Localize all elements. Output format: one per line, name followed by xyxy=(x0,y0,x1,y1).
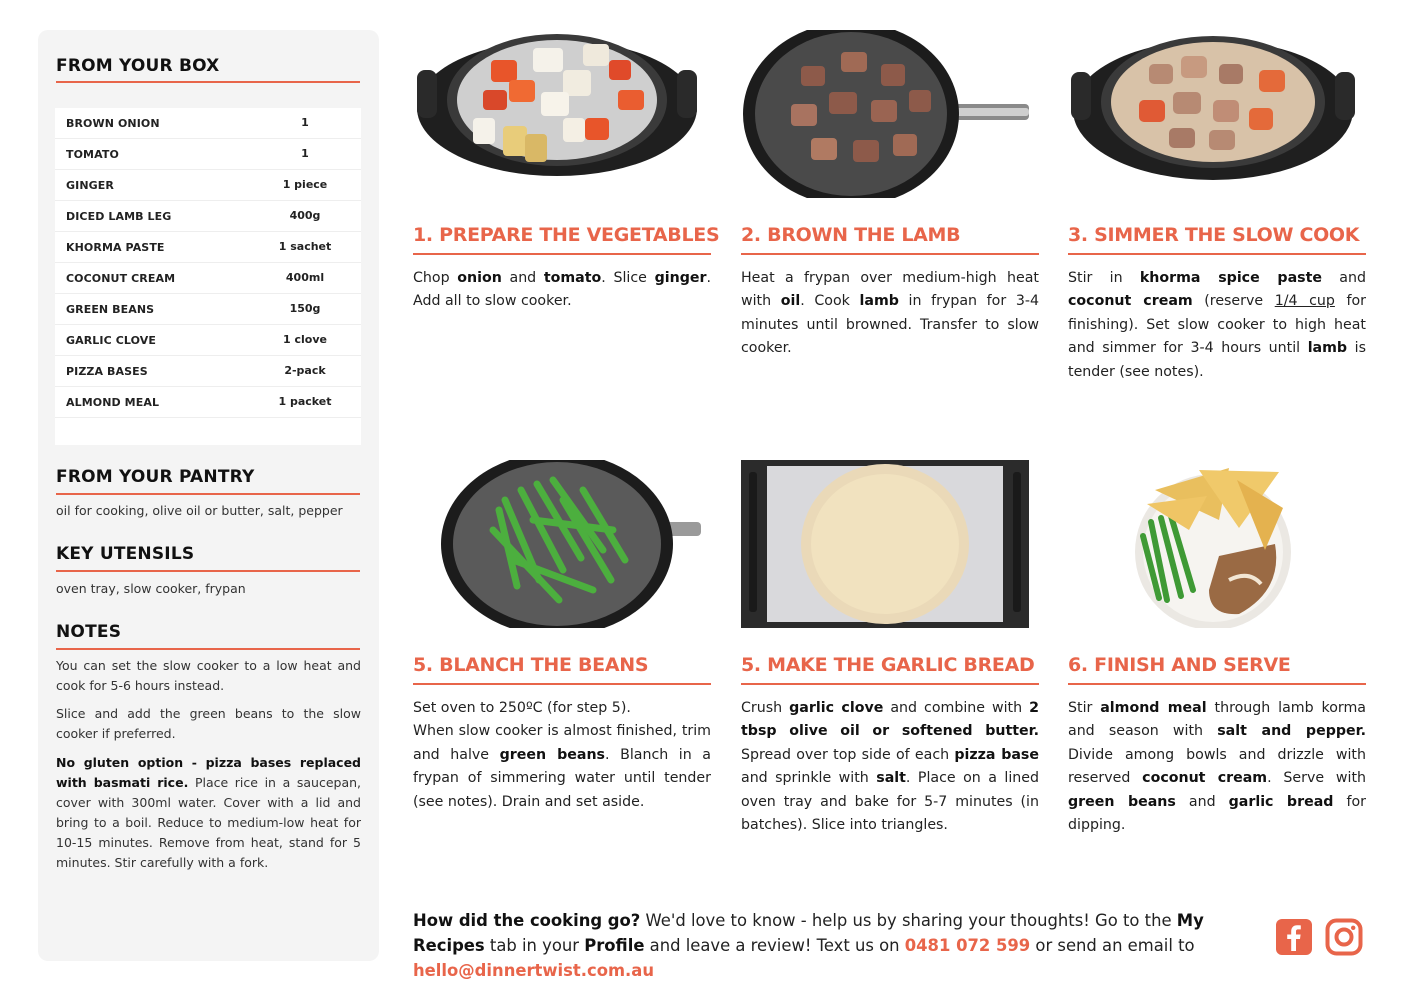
step-text-plain: is tender (see notes). xyxy=(1068,340,1366,380)
ingredient-name: PIZZA BASES xyxy=(66,365,148,378)
step-text-plain: . Blanch in a frypan of simmering water until tender (see notes). Drain and set aside. xyxy=(413,746,711,810)
step-text-plain: Crush xyxy=(741,700,790,716)
ingredient-qty: 400ml xyxy=(285,271,325,284)
step-text-plain: Stir in xyxy=(1068,270,1140,286)
ingredient-qty: 1 xyxy=(301,147,309,160)
ingredient-qty: 1 packet xyxy=(278,395,332,408)
step-2-text xyxy=(741,267,1039,361)
footer-text-4: or send an email to xyxy=(1030,936,1195,955)
step-text-bold: green beans xyxy=(1068,793,1176,810)
finished-dish-photo xyxy=(1069,460,1357,628)
step-2-title: 2. BROWN THE LAMB xyxy=(741,224,961,246)
ingredient-qty: 1 clove xyxy=(283,333,327,346)
box-title-rule xyxy=(56,81,360,83)
step-text-bold: almond meal xyxy=(1100,700,1207,716)
green-beans-frypan-photo xyxy=(413,460,701,628)
email-link[interactable]: hello@dinnertwist.com.au xyxy=(413,961,654,980)
box-ingredients-table xyxy=(55,108,361,445)
step-text-plain: and sprinkle with xyxy=(741,770,877,787)
step-1-text xyxy=(413,267,711,314)
step-text-bold: tomato xyxy=(543,270,602,286)
step-6-title: 6. FINISH AND SERVE xyxy=(1068,654,1291,676)
facebook-icon[interactable] xyxy=(1275,918,1313,956)
step-5-title: 5. MAKE THE GARLIC BREAD xyxy=(741,654,1035,676)
step-text-bold: khorma spice paste xyxy=(1139,270,1323,286)
step-text-plain: in frypan for 3-4 minutes until browned. Transfer to slow cooker. xyxy=(741,293,1039,357)
ingredient-name: KHORMA PASTE xyxy=(66,241,165,254)
step-text-plain: . Cook xyxy=(800,293,860,310)
note-slow-cooker: You can set the slow cooker to a low heat and cook for 5-6 hours instead. xyxy=(56,658,361,693)
step-3-text xyxy=(1068,267,1366,384)
footer-text-1: We'd love to know - help us by sharing your thoughts! Go to the xyxy=(640,911,1177,930)
pantry-title: FROM YOUR PANTRY xyxy=(56,467,255,487)
footer-text-3: and leave a review! Text us on xyxy=(644,936,905,955)
step-text-bold: garlic clove xyxy=(789,700,884,716)
step-2-rule xyxy=(741,253,1039,255)
step-text-plain: When slow cooker is almost finished, trim and halve xyxy=(413,723,711,763)
utensils-title-rule xyxy=(56,570,360,572)
step-text-bold: garlic bread xyxy=(1228,793,1334,810)
step-text-plain: for finishing). Set slow cooker to high heat and simmer for 3-4 hours until xyxy=(1068,293,1366,357)
ingredient-row xyxy=(55,294,361,325)
step-5-text xyxy=(741,697,1039,837)
phone-link[interactable]: 0481 072 599 xyxy=(904,936,1031,955)
step-text-plain: Heat a frypan over medium-high heat with xyxy=(741,270,1039,310)
sidebar xyxy=(38,30,379,961)
step-text-underline: 1/4 cup xyxy=(1274,293,1335,310)
ingredient-row xyxy=(55,356,361,387)
step-text-bold: 2 tbsp olive oil or softened butter. xyxy=(741,700,1039,740)
footer-question: How did the cooking go? xyxy=(413,911,641,930)
step-6-rule xyxy=(1068,683,1366,685)
step-text-plain: and xyxy=(1322,270,1366,286)
step-text-plain: and xyxy=(1175,793,1229,810)
step-text-bold: onion xyxy=(457,270,502,286)
step-4-text xyxy=(413,697,711,814)
ingredient-name: COCONUT CREAM xyxy=(66,272,176,285)
lamb-frypan-photo xyxy=(741,30,1029,198)
ingredient-row xyxy=(55,139,361,170)
step-3-title: 3. SIMMER THE SLOW COOK xyxy=(1068,224,1360,246)
ingredient-row xyxy=(55,201,361,232)
pantry-title-rule xyxy=(56,493,360,495)
step-text-plain: Divide among bowls and drizzle with reserved xyxy=(1068,746,1366,787)
step-text-plain: for dipping. xyxy=(1068,793,1366,834)
step-text-bold: coconut cream xyxy=(1142,770,1268,787)
ingredient-qty: 1 xyxy=(301,116,309,129)
note-gluten-free xyxy=(56,753,361,873)
utensils-text: oven tray, slow cooker, frypan xyxy=(56,581,246,596)
box-title: FROM YOUR BOX xyxy=(56,56,220,76)
ingredient-qty: 400g xyxy=(289,209,321,222)
step-1-title: 1. PREPARE THE VEGETABLES xyxy=(413,224,720,246)
step-text-bold: salt xyxy=(876,770,906,787)
step-text-plain: Spread over top side of each xyxy=(741,746,955,763)
step-text-plain: and combine with xyxy=(883,700,1030,716)
pantry-text: oil for cooking, olive oil or butter, salt, pepper xyxy=(56,503,343,518)
profile-link[interactable]: Profile xyxy=(584,936,645,955)
ingredient-row xyxy=(55,232,361,263)
ingredient-row xyxy=(55,263,361,294)
step-6-text xyxy=(1068,697,1366,837)
notes-title-rule xyxy=(56,648,360,650)
step-text-plain: (reserve xyxy=(1192,293,1275,310)
step-1-rule xyxy=(413,253,711,255)
ingredient-name: BROWN ONION xyxy=(66,117,160,130)
ingredient-qty: 150g xyxy=(289,302,321,315)
garlic-bread-tray-photo xyxy=(741,460,1029,628)
step-text-plain: and xyxy=(501,270,544,286)
utensils-title: KEY UTENSILS xyxy=(56,544,195,564)
ingredient-qty: 1 sachet xyxy=(278,240,332,253)
notes-title: NOTES xyxy=(56,622,122,642)
ingredient-name: ALMOND MEAL xyxy=(66,396,160,409)
step-text-bold: salt and pepper. xyxy=(1217,723,1367,740)
step-3-rule xyxy=(1068,253,1366,255)
step-text-bold: lamb xyxy=(1307,340,1348,357)
footer-text-2: tab in your xyxy=(484,936,585,955)
my-recipes-link[interactable]: My Recipes xyxy=(413,911,1204,955)
step-text-bold: coconut cream xyxy=(1068,293,1193,310)
ingredient-name: TOMATO xyxy=(66,148,119,161)
feedback-footer xyxy=(413,908,1263,983)
ingredient-name: DICED LAMB LEG xyxy=(66,210,172,223)
korma-slow-cooker-photo xyxy=(1069,30,1357,198)
ingredient-row xyxy=(55,387,361,418)
step-text-bold: oil xyxy=(780,293,801,310)
step-text-bold: pizza base xyxy=(954,746,1039,763)
step-4-title: 5. BLANCH THE BEANS xyxy=(413,654,649,676)
note-green-beans: Slice and add the green beans to the slow cooker if preferred. xyxy=(56,706,361,741)
ingredient-qty: 2-pack xyxy=(284,364,326,377)
step-5-rule xyxy=(741,683,1039,685)
ingredient-name: GREEN BEANS xyxy=(66,303,155,316)
step-text-plain: . Add all to slow cooker. xyxy=(413,270,711,310)
ingredient-qty: 1 piece xyxy=(282,178,328,191)
ingredient-row xyxy=(55,108,361,139)
note-gluten-free-body: Place rice in a saucepan, cover with 300ml water. Cover with a lid and bring to a boil. Reduce to medium-low heat for 10-15 minutes. Remove from heat, stand for 5 minutes. Stir carefully with a fork. xyxy=(56,775,361,870)
step-text-plain: . Slice xyxy=(601,270,655,286)
step-text-bold: lamb xyxy=(859,293,899,310)
ingredient-row xyxy=(55,170,361,201)
ingredient-row xyxy=(55,325,361,356)
step-text-plain: Chop xyxy=(413,270,458,286)
ingredient-name: GARLIC CLOVE xyxy=(66,334,156,347)
step-text-plain: Stir xyxy=(1068,700,1101,716)
vegetables-slow-cooker-photo xyxy=(413,30,701,198)
step-text-plain: through lamb korma and season with xyxy=(1068,700,1366,740)
step-text-bold: ginger xyxy=(654,270,707,286)
step-text-bold: green beans xyxy=(499,746,605,763)
step-text-plain: . Place on a lined oven tray and bake for 5-7 minutes (in batches). Slice into triangles. xyxy=(741,770,1039,834)
step-text-plain: Set oven to 250ºC (for step 5). xyxy=(413,700,631,716)
step-4-rule xyxy=(413,683,711,685)
note-gluten-free-heading: No gluten option - pizza bases replaced with basmati rice. xyxy=(56,755,361,790)
step-text-plain: . Serve with xyxy=(1267,770,1367,787)
ingredient-name: GINGER xyxy=(66,179,114,192)
instagram-icon[interactable] xyxy=(1325,918,1363,956)
